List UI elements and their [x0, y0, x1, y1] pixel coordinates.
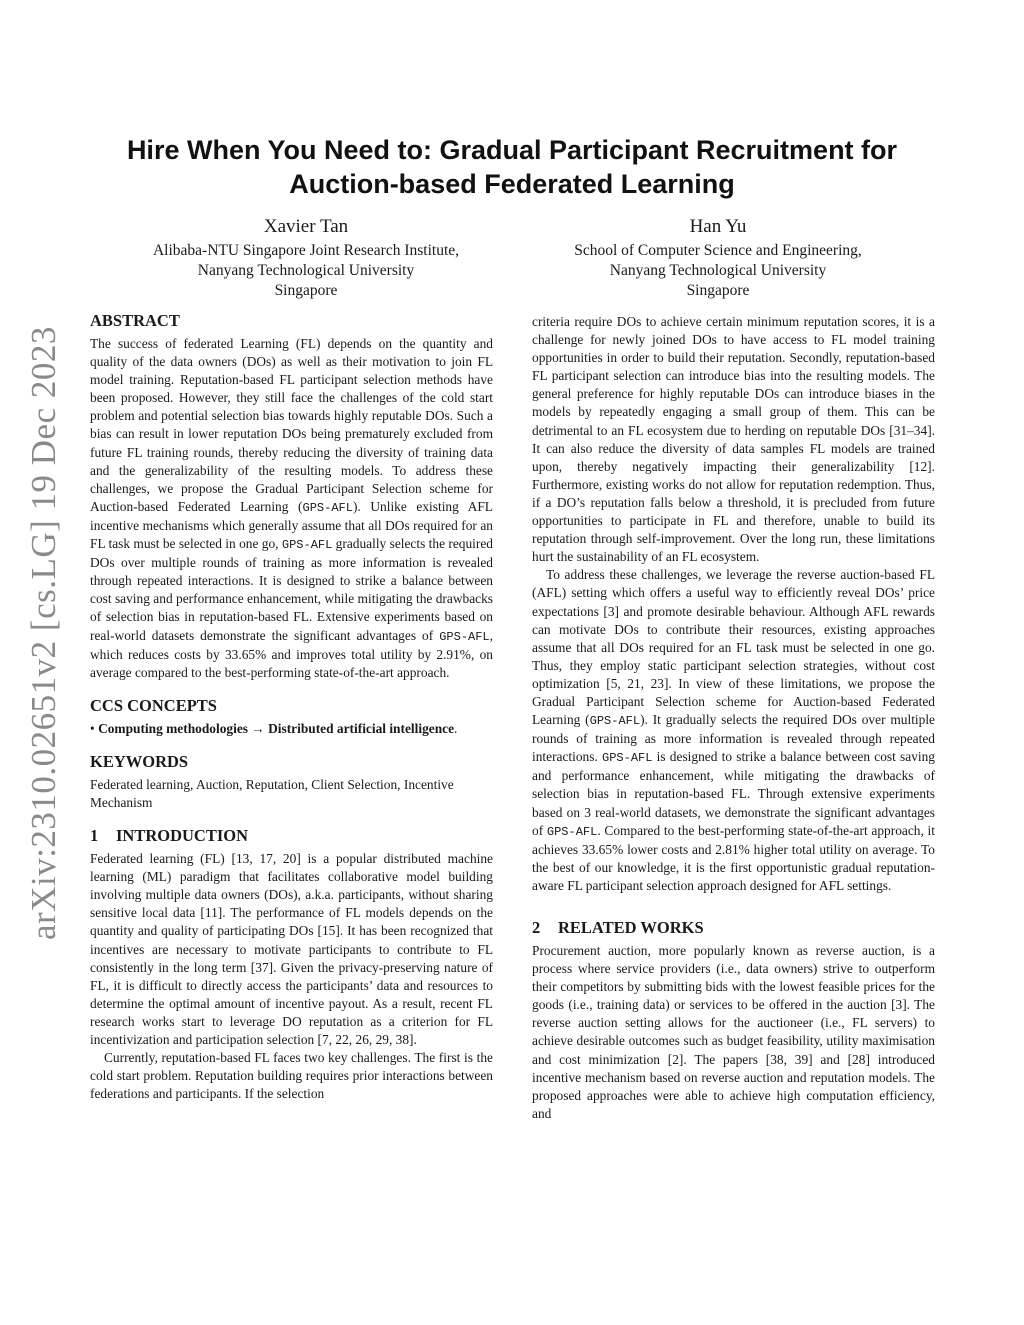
author-name: Xavier Tan [263, 216, 349, 237]
keywords-heading: KEYWORDS [90, 751, 189, 771]
introduction-paragraph: Currently, reputation-based FL faces two key challenges. The first is the cold start problem. Reputation building requires prior interactions between federations and participants. If the selection [90, 1050, 493, 1102]
acronym: GPS-AFL [589, 714, 641, 729]
keywords-text: Federated learning, Auction, Reputation, Client Selection, Incentive Mechanism [90, 776, 454, 810]
acronym: GPS-AFL [439, 629, 490, 644]
introduction-paragraph: criteria require DOs to achieve certain minimum reputation scores, it is a challenge for newly joined DOs to have access to FL model training opportunities in order to build their reputation. Secondly, reputation-based FL participant selection can introduce bias into the resulting models. The general preference for highly reputable DOs can introduce biases in the models by repeatedly engaging a small group of them. This can be detrimental to an FL ecosystem due to herding on reputable DOs [31–34]. It can also reduce the diversity of data samples FL models are trained upon, thereby negatively impacting their generalizability [12]. Furthermore, existing works do not allow for reputation redemption. Thus, if a DO’s reputation falls below a threshold, it is precluded from future opportunities to participate in FL and therefore, unable to build its reputation through self-improvement. Over the long run, these limitations hurt the sustainability of an FL ecosystem. [532, 314, 935, 565]
acronym: GPS-AFL [302, 500, 353, 515]
introduction-paragraph: To address these challenges, we leverage the reverse auction-based FL (AFL) setting which offers a useful way to efficiently reveal DOs’ price expectations [3] and promote desirable behaviour. Although AFL rewards can motivate DOs to contribute their resources, existing approaches assume that all DOs required for an FL task must be selected in one go. Thus, they employ static participant selection strategies, without cost optimization [5, 21, 23]. In view of these limitations, we propose the Gradual Participant Selection scheme for Auction-based Federated Learning (GPS-AFL). It gradually selects the required DOs over multiple rounds of training as more information is revealed through repeated interactions. GPS-AFL is designed to strike a balance between cost saving and performance enhancement, while mitigating the drawbacks of selection bias in reputation-based FL. Through extensive experiments based on 3 real-world datasets, we demonstrate the significant advantages of GPS-AFL. Compared to the best-performing state-of-the-art approach, it achieves 33.65% lower costs and 2.81% higher total utility on average. To the best of our knowledge, it is the first opportunistic gradual reputation-aware FL participant selection approach designed for AFL settings. [532, 567, 935, 893]
left-column [90, 310, 493, 1103]
introduction-paragraph: Federated learning (FL) [13, 17, 20] is a popular distributed machine learning (ML) paradigm that facilitates collaborative model building involving multiple data owners (DOs), a.k.a. participants, without sharing sensitive local data [11]. The performance of FL models depends on the quantity and quality of participating DOs [15]. It has been recognized that incentives are necessary to motivate participants to contribute to FL consistently in the long term [37]. Given the privacy-preserving nature of FL, it is difficult to directly access the participants’ data and resources to determine the optimal amount of incentive payout. As a result, recent FL research works start to leverage DO reputation as a criterion for FL incentivization and participation selection [7, 22, 26, 29, 38]. [90, 851, 493, 1047]
related-works-heading: 2 RELATED WORKS [532, 918, 704, 937]
acronym: GPS-AFL [546, 824, 598, 839]
ccs-concepts: • Computing methodologies → Distributed artificial intelligence. [90, 720, 458, 736]
related-works-paragraph: Procurement auction, more popularly known as reverse auction, is a process where service providers (i.e., data owners) strive to outperform their competitors by submitting bids with the lowest feasible prices for the goods (i.e., training data) or services to be offered in the auction [3]. The reverse auction setting allows for the auctioneer (i.e., FL servers) to achieve desirable outcomes such as budget feasibility, utility maximisation and cost minimization [2]. The papers [38, 39] and [28] introduced incentive mechanism based on reverse auction and reputation models. The proposed approaches were able to achieve high computation efficiency, and [532, 943, 935, 1121]
acronym: GPS-AFL [602, 751, 653, 766]
ccs-heading: CCS CONCEPTS [90, 695, 217, 715]
introduction-heading: 1 INTRODUCTION [90, 826, 249, 846]
paper-title [80, 133, 944, 201]
abstract-heading: ABSTRACT [90, 311, 180, 330]
arxiv-identifier: arXiv:2310.02651v2 [cs.LG] 19 Dec 2023 [24, 326, 63, 940]
author-affiliation: Nanyang Technological University [197, 262, 415, 279]
author-location: Singapore [686, 282, 750, 299]
author-location: Singapore [274, 282, 338, 299]
author-affiliation: Alibaba-NTU Singapore Joint Research Institute, [152, 242, 460, 259]
author-affiliation: Nanyang Technological University [609, 262, 827, 279]
author-block-2 [508, 215, 928, 301]
paper-title-line-1: Hire When You Need to: Gradual Participant Recruitment for [126, 135, 898, 165]
author-name: Han Yu [689, 216, 747, 237]
author-block-1 [96, 215, 516, 301]
paper-title-line-2: Auction-based Federated Learning [289, 169, 735, 199]
right-column [532, 313, 935, 1123]
acronym: GPS-AFL [281, 538, 333, 553]
author-affiliation: School of Computer Science and Engineering, [574, 242, 862, 259]
abstract-text: The success of federated Learning (FL) depends on the quantity and quality of the data owners (DOs) as well as their motivation to join FL model training. Reputation-based FL participant selection methods have been proposed. However, they still face the challenges of the cold start problem and potential selection bias towards highly reputable DOs. Such a bias can result in lower reputation DOs being prematurely excluded from future FL training rounds, thereby reducing the diversity of training data and the generalizability of the resulting models. To address these challenges, we propose the Gradual Participant Selection scheme for Auction-based Federated Learning (GPS-AFL). Unlike existing AFL incentive mechanisms which generally assume that all DOs required for an FL task must be selected in one go, GPS-AFL gradually selects the required DOs over multiple rounds of training as more information is revealed through repeated interactions. It is designed to strike a balance between cost saving and performance enhancement, while mitigating the drawbacks of selection bias in reputation-based FL. Extensive experiments based on real-world datasets demonstrate the significant advantages of GPS-AFL, which reduces costs by 33.65% and improves total utility by 2.91%, on average compared to the best-performing state-of-the-art approach. [90, 336, 493, 680]
